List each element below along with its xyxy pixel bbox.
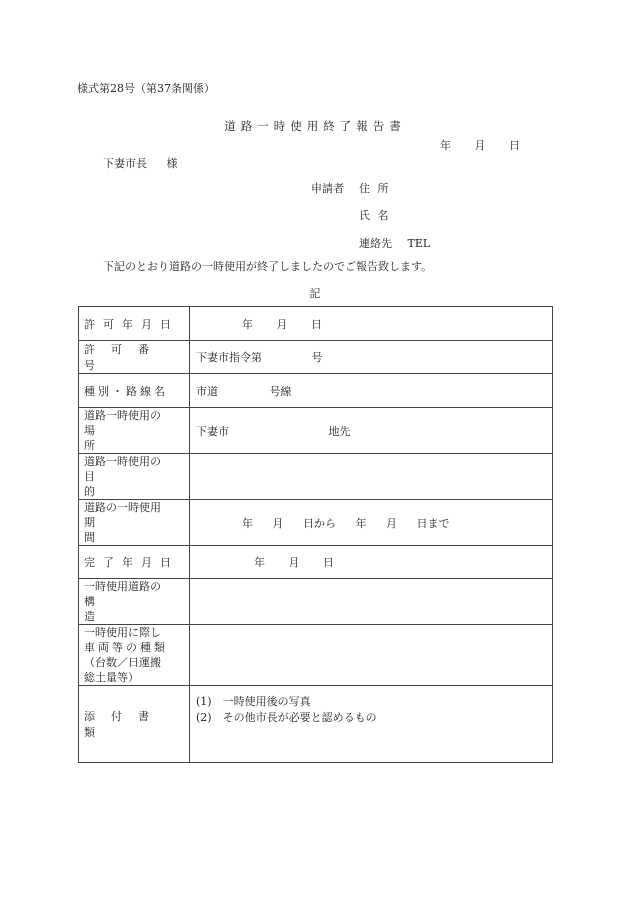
permit-number-label [79, 341, 190, 374]
permit-number-label-text: 許可番号 [84, 343, 165, 372]
form-number: 様式第28号（第37条関係） [77, 82, 215, 95]
completion-date-value[interactable] [190, 546, 553, 579]
vehicles-value[interactable] [190, 625, 553, 686]
document-title: 道路一時使用終了報告書 [224, 119, 406, 133]
table-row [79, 625, 553, 686]
vehicles-label [79, 625, 190, 686]
vehicles-label-line3: （台数／日運搬 [84, 656, 161, 669]
vehicles-label-line2: 車両等の種類 [84, 641, 168, 654]
purpose-label [79, 454, 190, 500]
name-label: 氏 名 [359, 209, 389, 222]
period-value[interactable] [190, 500, 553, 546]
ki-heading: 記 [309, 287, 321, 300]
period-label-line1: 道路の一時使用 [84, 501, 161, 514]
table-row [79, 579, 553, 625]
route-value-text: 市道 号線 [196, 384, 292, 398]
address-label: 住 所 [359, 182, 389, 195]
completion-date-value-text: 年 月 日 [254, 556, 334, 569]
permit-date-value-text: 年 月 日 [242, 317, 322, 331]
permit-date-value[interactable] [190, 307, 553, 341]
purpose-value[interactable] [190, 454, 553, 500]
table-row [79, 341, 553, 374]
route-value[interactable] [190, 374, 553, 408]
location-label-line2: 場所 [84, 424, 147, 452]
purpose-label-line1: 道路一時使用の [84, 455, 161, 468]
completion-date-label [79, 546, 190, 579]
addressee: 下妻市長 様 [103, 157, 178, 170]
applicant-label: 申請者 [311, 182, 344, 195]
attachments-label-text: 添付書類 [84, 710, 165, 739]
permit-date-label [79, 307, 190, 341]
location-value[interactable] [190, 408, 553, 454]
completion-date-label-text: 完了年月日 [84, 556, 179, 569]
permit-number-value-text: 下妻市指令第 号 [196, 351, 323, 364]
attachments-label [79, 686, 190, 763]
permit-date-label-text: 許可年月日 [84, 317, 179, 331]
attachment-item-1: (1) 一時使用後の写真 [196, 695, 311, 708]
structure-value[interactable] [190, 579, 553, 625]
table-row [79, 307, 553, 341]
vehicles-label-line4: 総土量等） [84, 671, 139, 684]
statement: 下記のとおり道路の一時使用が終了しましたのでご報告致します。 [103, 260, 433, 273]
location-label [79, 408, 190, 454]
structure-label [79, 579, 190, 625]
period-label [79, 500, 190, 546]
vehicles-label-line1: 一時使用に際し [84, 626, 161, 639]
location-value-text: 下妻市 地先 [196, 424, 351, 438]
table-row [79, 500, 553, 546]
period-label-line2: 期間 [84, 516, 147, 544]
table-row [79, 454, 553, 500]
route-label-text: 種別・路線名 [84, 384, 168, 398]
period-value-text: 年 月 日から 年 月 日まで [242, 516, 450, 530]
report-table [78, 306, 553, 763]
attachment-item-2: (2) その他市長が必要と認めるもの [196, 711, 377, 724]
purpose-label-line2: 目的 [84, 470, 147, 498]
table-row [79, 408, 553, 454]
table-row [79, 686, 553, 763]
contact-label: 連絡先 TEL [359, 237, 431, 250]
structure-label-line1: 一時使用道路の [84, 580, 161, 593]
date-line: 年 月 日 [440, 139, 520, 152]
attachments-value [190, 686, 553, 763]
table-row [79, 374, 553, 408]
location-label-line1: 道路一時使用の [84, 409, 161, 422]
structure-label-line2: 構造 [84, 595, 147, 623]
table-row [79, 546, 553, 579]
permit-number-value[interactable] [190, 341, 553, 374]
route-label [79, 374, 190, 408]
